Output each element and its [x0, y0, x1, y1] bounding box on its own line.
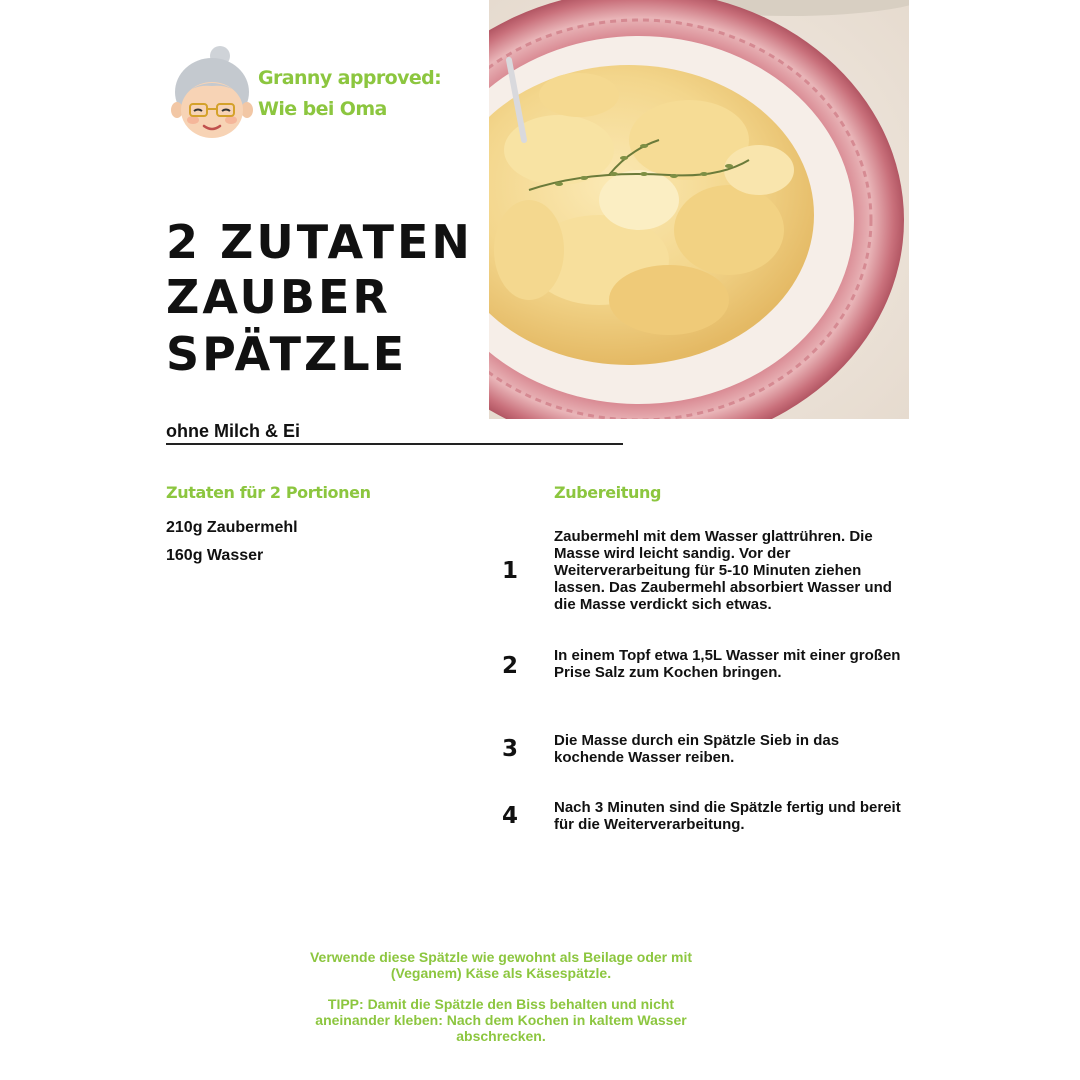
step-number: 2: [501, 653, 518, 679]
title-line-2: ZAUBER: [166, 270, 391, 324]
subtitle: ohne Milch & Ei: [166, 421, 301, 441]
step-text: In einem Topf etwa 1,5L Wasser mit einer großen Prise Salz zum Kochen bringen.: [554, 647, 901, 681]
ingredient-item: 160g Wasser: [166, 547, 264, 564]
step-number: 1: [501, 558, 518, 584]
ingredients-heading: Zutaten für 2 Portionen: [166, 483, 371, 502]
step-text: Zaubermehl mit dem Wasser glattrühren. Die Masse wird leicht sandig. Vor der Weiterverarbeitung für 5-10 Minuten ziehen lassen. Das Zaubermehl absorbiert Wasser und die Masse verdickt sich etwas.: [554, 528, 892, 613]
subtitle-divider: [166, 443, 623, 445]
granny-avatar-icon: [170, 44, 254, 140]
title-line-3: SPÄTZLE: [166, 327, 408, 381]
tip-note: TIPP: Damit die Spätzle den Biss behalten und nicht aneinander kleben: Nach dem Kochen in kaltem Wasser abschrecken.: [315, 996, 687, 1044]
step-number: 4: [501, 803, 518, 829]
step-text: Nach 3 Minuten sind die Spätzle fertig und bereit für die Weiterverarbeitung.: [554, 799, 901, 833]
badge-line-wie-bei-oma: Wie bei Oma: [258, 98, 387, 120]
title-line-1: 2 ZUTATEN: [166, 215, 473, 269]
ingredient-item: 210g Zaubermehl: [166, 519, 298, 536]
preparation-heading: Zubereitung: [554, 483, 662, 502]
serving-note: Verwende diese Spätzle wie gewohnt als Beilage oder mit (Veganem) Käse als Käsespätzle.: [309, 949, 692, 981]
spaetzle-photo: [489, 0, 909, 419]
step-number: 3: [501, 736, 518, 762]
step-text: Die Masse durch ein Spätzle Sieb in das kochende Wasser reiben.: [554, 732, 840, 766]
badge-line-granny-approved: Granny approved:: [258, 67, 442, 89]
